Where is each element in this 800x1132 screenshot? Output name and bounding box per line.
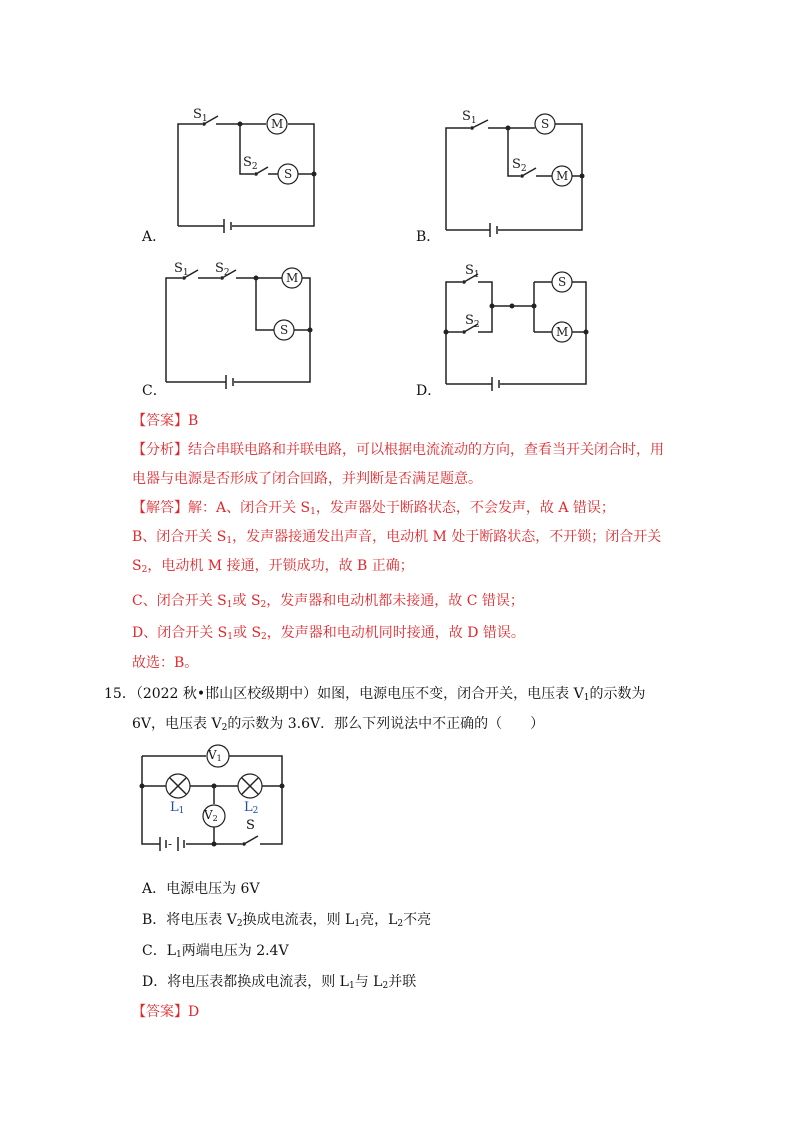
q15-stem-line-2: 6V，电压表 $V_2$的示数为 3.6V．那么下列说法中不正确的（ ） bbox=[132, 716, 545, 733]
svg-text:S1: $S_1$ bbox=[462, 109, 477, 126]
svg-text:M: M bbox=[556, 169, 569, 183]
q15-option-c: C．$L_1$两端电压为 2.4V bbox=[142, 943, 289, 960]
analysis-line-2: 电器与电源是否形成了闭合回路，并判断是否满足题意。 bbox=[132, 471, 482, 487]
q15-answer: 【答案】D bbox=[132, 1004, 200, 1020]
solution-line-c: C、闭合开关 $S_1$或 $S_2$，发声器和电动机都未接通，故 C 错误； bbox=[132, 593, 524, 610]
solution-line-d: D、闭合开关 $S_1$或 $S_2$，发声器和电动机同时接通，故 D 错误。 bbox=[132, 625, 525, 642]
q15-option-b: B．将电压表 $V_2$换成电流表，则 $L_1$亮，$L_2$不亮 bbox=[142, 912, 432, 929]
svg-text:-: - bbox=[168, 837, 173, 851]
svg-text:S2: $S_2$ bbox=[243, 155, 258, 172]
svg-text:S: S bbox=[280, 323, 289, 337]
svg-text:S1: $S_1$ bbox=[193, 107, 208, 124]
q15-label-l2: $L_2$ bbox=[244, 800, 259, 816]
circuit-c bbox=[166, 261, 313, 389]
solution-line-a: 【解答】解：A、闭合开关 $S_1$，发声器处于断路状态，不会发声，故 A 错误； bbox=[132, 500, 615, 517]
q15-label-v2: $V_2$ bbox=[204, 808, 218, 823]
svg-text:M: M bbox=[271, 117, 284, 131]
figure-option-b: B． bbox=[416, 229, 441, 245]
figure-option-d: D． bbox=[416, 383, 442, 399]
q15-stem-line-1: 15．（2022 秋•邯山区校级期中）如图，电源电压不变，闭合开关，电压表 $V_1$的示数为 bbox=[104, 686, 646, 703]
figure-option-c: C． bbox=[142, 383, 167, 399]
figure-option-a: A． bbox=[142, 229, 167, 245]
solution-line-b2: $S_2$，电动机 M 接通，开锁成功，故 B 正确； bbox=[132, 558, 414, 575]
q15-label-s: S bbox=[246, 818, 255, 833]
circuit-d bbox=[444, 263, 589, 391]
choice-line: 故选：B。 bbox=[132, 655, 199, 671]
analysis-line-1: 【分析】结合串联电路和并联电路，可以根据电流流动的方向，查看当开关闭合时，用 bbox=[132, 442, 664, 458]
svg-text:S2: $S_2$ bbox=[215, 261, 230, 278]
q15-label-l1: $L_1$ bbox=[170, 800, 185, 816]
svg-text:S1: $S_1$ bbox=[174, 261, 189, 278]
svg-text:S1: $S_1$ bbox=[465, 263, 480, 280]
svg-text:S: S bbox=[284, 167, 293, 181]
svg-text:S: S bbox=[541, 117, 550, 131]
q15-option-d: D．将电压表都换成电流表，则 $L_1$与 $L_2$并联 bbox=[142, 974, 417, 991]
circuit-b bbox=[446, 109, 585, 237]
solution-line-b1: B、闭合开关 $S_1$，发声器接通发出声音，电动机 M 处于断路状态，不开锁；闭合开关 bbox=[132, 529, 662, 546]
svg-text:S: S bbox=[558, 275, 567, 289]
q15-option-a: A．电源电压为 6V bbox=[142, 881, 260, 897]
answer-14: 【答案】B bbox=[132, 413, 199, 429]
q15-label-v1: $V_1$ bbox=[208, 748, 222, 763]
svg-text:M: M bbox=[286, 271, 299, 285]
svg-text:M: M bbox=[556, 325, 569, 339]
circuit-a bbox=[178, 107, 317, 233]
svg-text:S2: $S_2$ bbox=[512, 157, 527, 174]
svg-text:S2: $S_2$ bbox=[465, 313, 480, 330]
